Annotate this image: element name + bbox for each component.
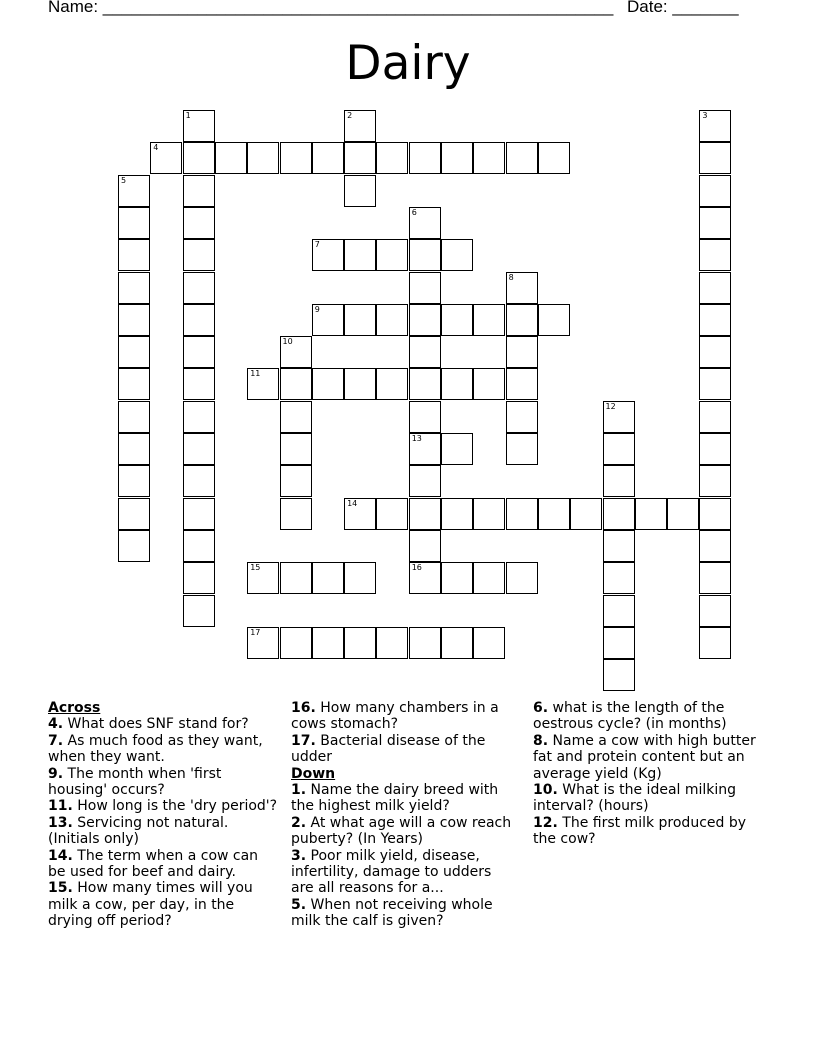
- grid-cell[interactable]: [118, 368, 150, 400]
- clues-column-2: [291, 700, 516, 930]
- grid-cell[interactable]: [699, 368, 731, 400]
- clue-down-3: 3. Poor milk yield, disease, infertility, damage to udders are all reasons for a...: [291, 847, 492, 897]
- grid-cell[interactable]: [118, 465, 150, 497]
- grid-cell[interactable]: [409, 530, 441, 562]
- grid-cell[interactable]: [473, 498, 505, 530]
- grid-cell[interactable]: [441, 433, 473, 465]
- grid-cell[interactable]: [603, 595, 635, 627]
- grid-cell[interactable]: [344, 304, 376, 336]
- grid-cell[interactable]: [344, 562, 376, 594]
- grid-cell[interactable]: [441, 627, 473, 659]
- grid-cell[interactable]: [699, 595, 731, 627]
- grid-cell[interactable]: [506, 336, 538, 368]
- grid-cell[interactable]: [280, 368, 312, 400]
- grid-cell[interactable]: [215, 142, 247, 174]
- grid-cell[interactable]: [409, 465, 441, 497]
- grid-cell[interactable]: [699, 175, 731, 207]
- grid-cell[interactable]: [441, 239, 473, 271]
- clue-down-6: 6. what is the length of the oestrous cycle? (in months): [533, 700, 727, 733]
- clue-number: 7: [314, 240, 320, 250]
- grid-cell[interactable]: [409, 239, 441, 271]
- grid-cell[interactable]: [473, 562, 505, 594]
- clue-number: 15: [250, 563, 261, 573]
- clue-across-9: 9. The month when 'first housing' occurs?: [48, 765, 222, 799]
- grid-cell[interactable]: [118, 304, 150, 336]
- clue-down-1: 1. Name the dairy breed with the highest milk yield?: [291, 782, 499, 815]
- grid-cell[interactable]: [699, 498, 731, 530]
- down-heading: Down: [291, 765, 336, 782]
- grid-cell[interactable]: [506, 272, 538, 304]
- grid-cell[interactable]: [473, 304, 505, 336]
- grid-cell[interactable]: [473, 142, 505, 174]
- clue-across-14: 14. The term when a cow can be used for beef and dairy.: [48, 847, 259, 881]
- grid-cell[interactable]: [118, 530, 150, 562]
- puzzle-title: Dairy: [345, 36, 471, 91]
- grid-cell[interactable]: [247, 142, 279, 174]
- grid-cell[interactable]: [344, 110, 376, 142]
- clue-number: 17: [250, 627, 261, 637]
- grid-cell[interactable]: [183, 239, 215, 271]
- grid-cell[interactable]: [441, 142, 473, 174]
- grid-cell[interactable]: [118, 272, 150, 304]
- clue-across-16: 16. How many chambers in a cows stomach?: [291, 700, 499, 733]
- grid-cell[interactable]: [699, 627, 731, 659]
- clue-number: 2: [347, 111, 353, 120]
- grid-cell[interactable]: [699, 465, 731, 497]
- name-field-label: Name: ______________________________________________________: [48, 0, 614, 16]
- grid-cell[interactable]: [409, 401, 441, 433]
- grid-cell[interactable]: [344, 239, 376, 271]
- grid-cell[interactable]: [409, 627, 441, 659]
- across-heading: Across: [48, 700, 101, 716]
- grid-cell[interactable]: [506, 433, 538, 465]
- clue-across-15: 15. How many times will you milk a cow, per day, in the drying off period?: [48, 880, 253, 930]
- grid-cell[interactable]: [247, 562, 279, 594]
- grid-cell[interactable]: [344, 368, 376, 400]
- grid-cell[interactable]: [247, 368, 279, 400]
- clues-column-1: [48, 700, 278, 930]
- grid-cell[interactable]: [183, 110, 215, 142]
- grid-cell[interactable]: [183, 562, 215, 594]
- grid-cell[interactable]: [409, 368, 441, 400]
- grid-cell[interactable]: [183, 498, 215, 530]
- grid-cell[interactable]: [409, 562, 441, 594]
- grid-cell[interactable]: [441, 562, 473, 594]
- clue-number: 10: [282, 337, 293, 347]
- grid-cell[interactable]: [118, 433, 150, 465]
- grid-cell[interactable]: [441, 498, 473, 530]
- clue-down-12: 12. The first milk produced by the cow?: [533, 814, 747, 848]
- clue-down-10: 10. What is the ideal milking interval? (hours): [533, 782, 737, 815]
- clue-number: 8: [508, 272, 514, 282]
- grid-cell[interactable]: [409, 272, 441, 304]
- clue-down-2: 2. At what age will a cow reach puberty? (In Years): [291, 814, 512, 848]
- grid-cell[interactable]: [699, 530, 731, 562]
- clue-across-7: 7. As much food as they want, when they want.: [48, 732, 263, 766]
- grid-cell[interactable]: [344, 498, 376, 530]
- grid-cell[interactable]: [376, 304, 408, 336]
- clue-number: 14: [347, 498, 358, 508]
- grid-cell[interactable]: [473, 368, 505, 400]
- grid-cell[interactable]: [150, 142, 182, 174]
- grid-cell[interactable]: [635, 498, 667, 530]
- grid-cell[interactable]: [699, 142, 731, 174]
- grid-cell[interactable]: [603, 562, 635, 594]
- clue-number: 6: [411, 207, 417, 217]
- grid-cell[interactable]: [699, 336, 731, 368]
- grid-cell[interactable]: [183, 175, 215, 207]
- clue-number: 11: [250, 369, 261, 379]
- grid-cell[interactable]: [280, 562, 312, 594]
- grid-cell[interactable]: [247, 627, 279, 659]
- grid-cell[interactable]: [183, 142, 215, 174]
- date-field-label: Date: _______: [627, 0, 739, 16]
- grid-cell[interactable]: [280, 465, 312, 497]
- grid-cell[interactable]: [699, 304, 731, 336]
- clue-across-4: 4. What does SNF stand for?: [48, 716, 249, 733]
- grid-cell[interactable]: [603, 498, 635, 530]
- grid-cell[interactable]: [183, 368, 215, 400]
- clue-number: 1: [185, 111, 191, 120]
- grid-cell[interactable]: [118, 401, 150, 433]
- grid-cell[interactable]: [376, 627, 408, 659]
- clue-across-17: 17. Bacterial disease of the udder: [291, 732, 486, 766]
- grid-cell[interactable]: [183, 401, 215, 433]
- grid-cell[interactable]: [506, 368, 538, 400]
- grid-cell[interactable]: [376, 142, 408, 174]
- grid-cell[interactable]: [312, 304, 344, 336]
- grid-cell[interactable]: [344, 142, 376, 174]
- grid-cell[interactable]: [183, 272, 215, 304]
- grid-cell[interactable]: [183, 336, 215, 368]
- grid-cell[interactable]: [312, 239, 344, 271]
- grid-cell[interactable]: [280, 142, 312, 174]
- grid-cell[interactable]: [699, 207, 731, 239]
- clue-down-8: 8. Name a cow with high butter fat and protein content but an average yield (Kg): [533, 732, 756, 782]
- grid-cell[interactable]: [280, 433, 312, 465]
- grid-cell[interactable]: [118, 175, 150, 207]
- grid-cell[interactable]: [376, 368, 408, 400]
- grid-cell[interactable]: [699, 272, 731, 304]
- grid-cell[interactable]: [312, 368, 344, 400]
- grid-cell[interactable]: [538, 304, 570, 336]
- grid-cell[interactable]: [280, 401, 312, 433]
- grid-cell[interactable]: [538, 498, 570, 530]
- clues-column-3: [533, 700, 768, 848]
- grid-cell[interactable]: [409, 207, 441, 239]
- grid-cell[interactable]: [603, 401, 635, 433]
- grid-cell[interactable]: [280, 627, 312, 659]
- grid-cell[interactable]: [699, 239, 731, 271]
- grid-cell[interactable]: [409, 336, 441, 368]
- grid-cell[interactable]: [118, 207, 150, 239]
- grid-cell[interactable]: [441, 304, 473, 336]
- grid-cell[interactable]: [506, 562, 538, 594]
- grid-cell[interactable]: [506, 142, 538, 174]
- grid-cell[interactable]: [280, 498, 312, 530]
- grid-cell[interactable]: [183, 304, 215, 336]
- grid-cell[interactable]: [506, 304, 538, 336]
- clue-across-11: 11. How long is the 'dry period'?: [48, 798, 278, 815]
- clue-across-13: 13. Servicing not natural. (Initials only): [48, 814, 229, 848]
- grid-cell[interactable]: [118, 498, 150, 530]
- grid-cell[interactable]: [312, 562, 344, 594]
- clue-number: 13: [411, 434, 422, 443]
- grid-cell[interactable]: [118, 336, 150, 368]
- clue-number: 3: [702, 111, 708, 120]
- grid-cell[interactable]: [603, 627, 635, 659]
- grid-cell[interactable]: [603, 465, 635, 497]
- grid-cell[interactable]: [183, 530, 215, 562]
- grid-cell[interactable]: [699, 562, 731, 594]
- grid-cell[interactable]: [538, 142, 570, 174]
- grid-cell[interactable]: [280, 336, 312, 368]
- clue-number: 16: [411, 563, 422, 573]
- grid-cell[interactable]: [344, 175, 376, 207]
- grid-cell[interactable]: [376, 239, 408, 271]
- grid-cell[interactable]: [441, 368, 473, 400]
- grid-cell[interactable]: [183, 207, 215, 239]
- grid-cell[interactable]: [118, 239, 150, 271]
- grid-cell[interactable]: [183, 465, 215, 497]
- grid-cell[interactable]: [506, 401, 538, 433]
- grid-cell[interactable]: [603, 530, 635, 562]
- clue-number: 9: [314, 304, 320, 314]
- grid-cell[interactable]: [603, 433, 635, 465]
- grid-cell[interactable]: [312, 142, 344, 174]
- grid-cell[interactable]: [699, 110, 731, 142]
- grid-cell[interactable]: [183, 595, 215, 627]
- grid-cell[interactable]: [570, 498, 602, 530]
- grid-cell[interactable]: [409, 433, 441, 465]
- grid-cell[interactable]: [409, 498, 441, 530]
- clue-number: 5: [121, 175, 127, 185]
- clue-down-5: 5. When not receiving whole milk the calf is given?: [291, 896, 493, 930]
- grid-cell[interactable]: [409, 142, 441, 174]
- grid-cell[interactable]: [312, 627, 344, 659]
- grid-cell[interactable]: [699, 401, 731, 433]
- grid-cell[interactable]: [376, 498, 408, 530]
- clue-number: 4: [153, 143, 159, 153]
- grid-cell[interactable]: [183, 433, 215, 465]
- grid-cell[interactable]: [699, 433, 731, 465]
- clue-number: 12: [605, 401, 616, 411]
- grid-cell[interactable]: [473, 627, 505, 659]
- grid-cell[interactable]: [344, 627, 376, 659]
- grid-cell[interactable]: [409, 304, 441, 336]
- grid-cell[interactable]: [506, 498, 538, 530]
- grid-cell[interactable]: [603, 659, 635, 691]
- grid-cell[interactable]: [667, 498, 699, 530]
